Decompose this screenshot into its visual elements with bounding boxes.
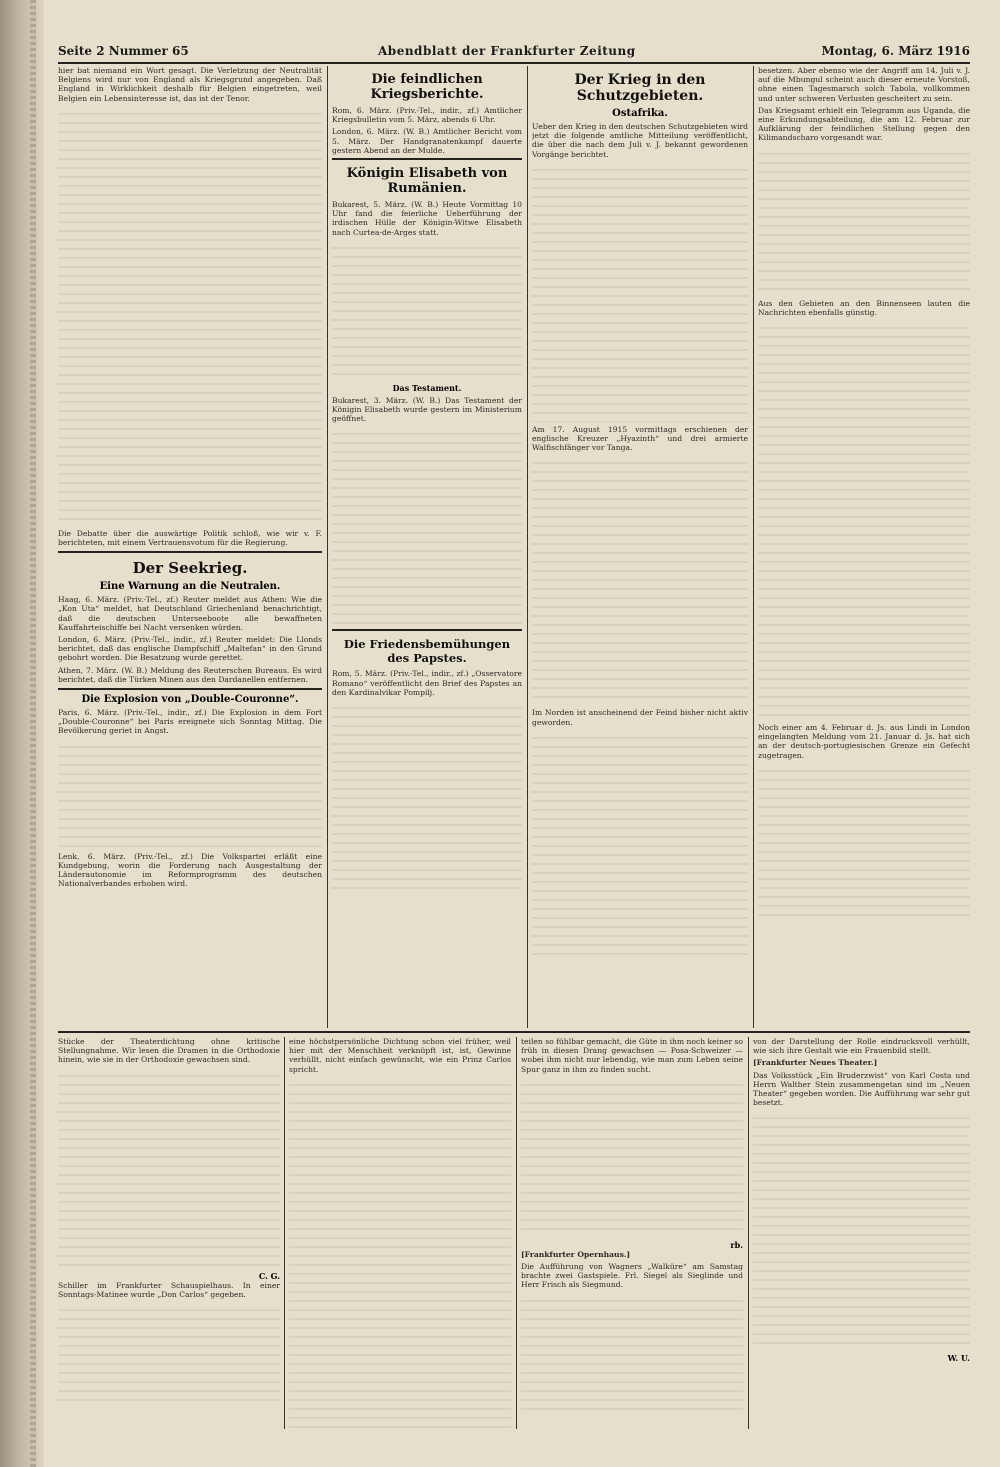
papst-text: Rom, 5. März. (Priv.-Tel., indir., zf.) „Osservatore Romano“ veröffentlicht den Brief des Papstes an den Kardinalvikar Pompilj. <box>332 669 522 697</box>
col4-filler <box>758 146 970 296</box>
schutzgebiete-text-3: Im Norden ist anscheinend der Feind bisher nicht aktiv geworden. <box>532 708 748 727</box>
header-masthead: Abendblatt der Frankfurter Zeitung <box>378 44 636 58</box>
schutzgebiete-text: Ueber den Krieg in den deutschen Schutzgebieten wird jetzt die folgende amtliche Mitteilung veröffentlicht, die über die nach dem Juli v. J. bekannt gewordenen Vorgänge berichtet. <box>532 122 748 159</box>
feuilleton-col-3 <box>521 1037 743 1429</box>
col1-secondary-text: Die Debatte über die auswärtige Politik schloß, wie wir v. F. berichteten, mit einem Vertrauensvotum für die Regierung. <box>58 528 322 548</box>
feuil-b-filler <box>289 1077 511 1429</box>
feuil-d-signature: W. U. <box>947 1353 970 1364</box>
athen-text: Athen, 7. März. (W. B.) Meldung des Reuterschen Bureaus. Es wird berichtet, daß die Türken Minen aus den Dardanellen entfernen. <box>58 665 322 684</box>
feuil-a-signature: C. G. <box>258 1270 280 1281</box>
column-3 <box>532 66 748 1026</box>
col4-filler-2 <box>758 320 970 720</box>
col-rule-3 <box>753 66 754 1028</box>
feuil-a2-filler <box>58 1302 280 1402</box>
schutzgebiete-filler-2 <box>532 455 748 705</box>
schutzgebiete-text-2: Am 17. August 1915 vormittags erschienen der englische Kreuzer „Hyazinth“ und drei armierte Walfischfänger vor Tanga. <box>532 424 748 453</box>
feuil-rule-3 <box>748 1037 749 1429</box>
col2-rule <box>332 158 522 160</box>
warnung-title: Eine Warnung an die Neutralen. <box>99 581 281 593</box>
kriegsberichte-text: Rom, 6. März. (Priv.-Tel., indir., zf.) Amtlicher Kriegsbulletin vom 5. März, abends 6 Uhr. <box>332 106 522 125</box>
col4-text-3: Aus den Gebieten an den Binnenseen lauten die Nachrichten ebenfalls günstig. <box>758 298 970 317</box>
explosion-title: Die Explosion von „Double-Couronne“. <box>81 694 299 706</box>
col4-text: besetzen. Aber ebenso wie der Angriff am 14. Juli v. J. auf die Mbungul scheint auch dieser erneute Vorstoß, ohne einen Tagesmarsch solch Tabola, vollkommen und unter schweren Verlusten gescheitert zu sein. <box>758 66 970 103</box>
feuilleton-col-4 <box>753 1037 970 1429</box>
testament-filler <box>332 426 522 626</box>
feuil-d-text: von der Darstellung der Rolle eindrucksvoll verhüllt, wie sich ihre Gestalt wie ein Frauenbild stellt. <box>753 1037 970 1056</box>
koenigin-filler <box>332 240 522 380</box>
feuil-d-title: [Frankfurter Neues Theater.] <box>753 1058 878 1068</box>
koenigin-title: Königin Elisabeth von Rumänien. <box>346 166 508 197</box>
book-binding <box>0 0 44 1467</box>
koenigin-text: Bukarest, 5. März. (W. B.) Heute Vormittag 10 Uhr fand die feierliche Ueberführung der irdischen Hülle der Königin-Witwe Elisabeth nach Curtea-de-Arges statt. <box>332 200 522 237</box>
feuil-rule-1 <box>284 1037 285 1429</box>
column-4 <box>758 66 970 1026</box>
header-date: Montag, 6. März 1916 <box>821 44 970 58</box>
feuil-c-signature: rb. <box>730 1239 743 1250</box>
explosion-text-2: Lenk, 6. März. (Priv.-Tel., zf.) Die Volkspartei erläßt eine Kundgebung, worin die Forderung nach Ausgestaltung der Länderautonomie im Reformprogramm des deutschen Nationalverbandes erhoben wird. <box>58 851 322 889</box>
feuil-c2-text: Die Aufführung von Wagners „Walküre“ am Samstag brachte zwei Gastspiele. Frl. Siegel als Sieglinde und Herr Frisch als Siegmund. <box>521 1262 743 1290</box>
col1-explosion-filler <box>58 739 322 849</box>
col-rule-1 <box>327 66 328 1028</box>
feuilleton-divider <box>58 1031 970 1033</box>
col4-text-2: Das Kriegsamt erhielt ein Telegramm aus Uganda, die eine Erkundungsabteilung, die am 12. Februar zur Aufklärung der feindlichen Stellung gegen den Kilimandscharo vorgesandt war. <box>758 105 970 143</box>
col1-body-filler <box>58 106 322 526</box>
testament-text: Bukarest, 3. März. (W. B.) Das Testament der Königin Elisabeth wurde gestern im Ministerium geöffnet. <box>332 395 522 424</box>
feuil-rule-2 <box>516 1037 517 1429</box>
col1-rule-2 <box>58 688 322 690</box>
schutzgebiete-title: Der Krieg in den Schutzgebieten. <box>574 72 706 104</box>
feuil-d-filler <box>753 1110 970 1350</box>
feuilleton-col-1 <box>58 1037 280 1429</box>
feuil-a-filler <box>58 1068 280 1268</box>
feuil-c2-filler <box>521 1293 743 1413</box>
col4-filler-3 <box>758 763 970 923</box>
feuil-a2-text: Schiller im Frankfurter Schauspielhaus. In einer Sonntags-Matinee wurde „Don Carlos“ gegeben. <box>58 1280 280 1299</box>
explosion-text: Paris, 6. März. (Priv.-Tel., indir., zf.) Die Explosion in dem Fort „Double-Couronne“ bei Paris ereignete sich Sonntag Mittag. Die Bevölkerung geriet in Angst. <box>58 708 322 736</box>
feuil-b-text: eine höchstpersönliche Dichtung schon viel früher, weil hier mit der Menschheit verknüpft ist, ist, Gewinne verhüllt, nicht einfach gewünscht, wie ein Prinz Carlos spricht. <box>289 1037 511 1074</box>
feuil-a-text: Stücke der Theaterdichtung ohne kritische Stellungnahme. Wir lesen die Dramen in die Orthodoxie hinein, wie sie in der Orthodoxie gewachsen sind. <box>58 1037 280 1065</box>
feuilleton-col-2 <box>289 1037 511 1429</box>
feuil-c-text: teilen so fühlbar gemacht, die Güte in ihm noch keiner so früh in diesen Drang gewachsen — Posa-Schweizer — wobei ihm nicht nur lebendig, wie man zum Leben seine Spur ganz in ihm zu finden sucht. <box>521 1037 743 1074</box>
ostafrika-subtitle: Ostafrika. <box>612 108 668 119</box>
col1-rule <box>58 551 322 553</box>
papst-title: Die Friedensbemühungen des Papstes. <box>343 637 511 666</box>
papst-filler <box>332 700 522 890</box>
col4-text-4: Noch einer am 4. Februar d. Js. aus Lindi in London eingelangten Meldung vom 21. Januar d. Js. hat sich an der deutsch-portugiesischen Grenze ein Gefecht zugetragen. <box>758 723 970 760</box>
kriegsberichte-title: Die feindlichen Kriegsberichte. <box>370 72 484 102</box>
column-1 <box>58 66 322 1026</box>
column-2 <box>332 66 522 1026</box>
header-page-number: Seite 2 Nummer 65 <box>58 44 189 58</box>
col1-lead-text: hier bat niemand ein Wort gesagt. Die Verletzung der Neutralität Belgiens wird nur von England als Kriegsgrund angegeben. Daß England in Wirklichkeit deshalb für Belgien eingetreten, weil Belgien ein Lebensinteresse ist, das ist der Tenor. <box>58 66 322 103</box>
kriegsberichte-text-2: London, 6. März. (W. B.) Amtlicher Bericht vom 5. März. Der Handgranatenkampf dauerte gestern Abend an der Mulde. <box>332 127 522 155</box>
schutzgebiete-filler <box>532 162 748 422</box>
testament-subtitle: Das Testament. <box>392 382 462 393</box>
col-rule-2 <box>527 66 528 1028</box>
col2-rule-2 <box>332 629 522 631</box>
seekrieg-title: Der Seekrieg. <box>132 559 248 578</box>
feuil-c-title: [Frankfurter Opernhaus.] <box>521 1249 631 1259</box>
feuil-c-filler <box>521 1077 743 1237</box>
london-text: London, 6. März. (Priv.-Tel., indir., zf.) Reuter meldet: Die Llonds berichtet, daß das englische Dampfschiff „Maltefan“ in den Grund gebohrt worden. Die Besatzung wurde gerettet. <box>58 635 322 663</box>
schutzgebiete-filler-3 <box>532 730 748 960</box>
warnung-text: Haag, 6. März. (Priv.-Tel., zf.) Reuter meldet aus Athen: Wie die „Kon Uta“ meldet, hat Deutschland Griechenland benachrichtigt, daß die deutschen Unterseeboote alle bewaffneten Kauffahrteischiffe bei Nacht versenken würden. <box>58 595 322 632</box>
page-header <box>58 40 970 64</box>
feuil-d2-text: Das Volksstück „Ein Bruderzwist“ von Karl Costa und Herrn Walther Stein zusammengetan sind im „Neuen Theater“ gegeben worden. Die Aufführung war sehr gut besetzt. <box>753 1070 970 1108</box>
